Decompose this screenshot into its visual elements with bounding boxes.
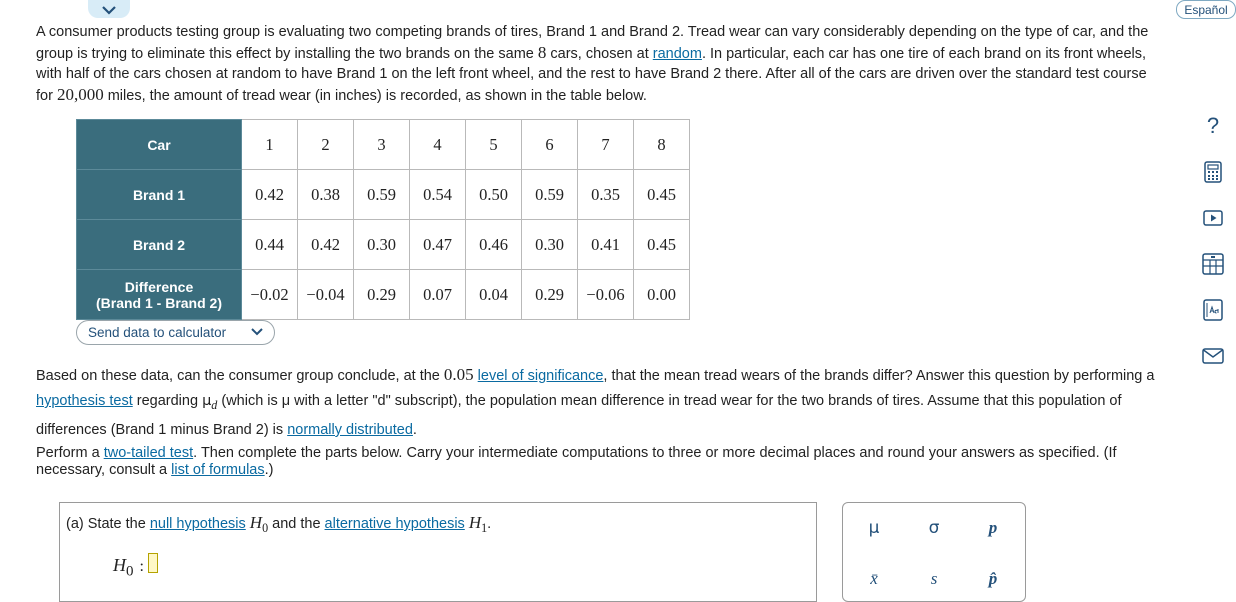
question-text-5: (which is μ with a letter "d" subscript), the population mean difference in tread wear for the two brands of tires. Assume that this population of differences (Brand 1 minus Brand 2) is xyxy=(36,393,1122,438)
h0-row xyxy=(113,553,158,581)
alternative-hypothesis-link[interactable]: alternative hypothesis xyxy=(324,516,465,532)
table-cell: 0.30 xyxy=(354,220,410,270)
h0-subscript: 0 xyxy=(262,520,269,535)
part-a-question xyxy=(66,513,491,536)
table-cell: 0.30 xyxy=(522,220,578,270)
table-cell: 0.29 xyxy=(354,270,410,320)
level-of-significance-link[interactable]: level of significance xyxy=(477,368,604,384)
table-row-brand1 xyxy=(77,170,690,220)
intro-text-3: . In particular, each car has one tire of each brand on its front wheels, with half of the cars chosen at random to have Brand 1 on the left front wheel, and the rest to have Brand 2 there. After all of the cars are driven over the standard test course for xyxy=(36,45,1147,104)
table-cell: 0.50 xyxy=(466,170,522,220)
question-text-1: Based on these data, can the consumer group conclude, at the xyxy=(36,368,444,384)
table-cell: 0.07 xyxy=(410,270,466,320)
question-text xyxy=(36,362,1156,443)
chevron-down-icon xyxy=(250,326,264,338)
h1-symbol: H xyxy=(468,513,482,532)
h0-label-subscript: 0 xyxy=(126,563,134,580)
table-cell: 0.41 xyxy=(578,220,634,270)
collapse-toggle[interactable] xyxy=(88,0,130,18)
table-cell: 5 xyxy=(466,120,522,170)
part-a-answer-box xyxy=(59,502,817,602)
table-cell: 0.47 xyxy=(410,220,466,270)
hypothesis-test-link[interactable]: hypothesis test xyxy=(36,393,133,409)
table-cell: 0.42 xyxy=(242,170,298,220)
symbol-palette xyxy=(842,502,1026,602)
palette-xbar-button[interactable]: x̄ xyxy=(870,569,878,588)
palette-sigma-button[interactable]: σ xyxy=(928,518,940,538)
random-link[interactable]: random xyxy=(652,45,702,62)
table-cell: 0.38 xyxy=(298,170,354,220)
question-text-6: . xyxy=(412,421,417,438)
mu-subscript: d xyxy=(211,397,218,412)
two-tailed-test-link[interactable]: two-tailed test xyxy=(103,445,194,461)
miles-value: 20,000 xyxy=(56,84,104,104)
table-cell: 3 xyxy=(354,120,410,170)
palette-mu-button[interactable]: μ xyxy=(868,518,880,538)
table-cell: 0.54 xyxy=(410,170,466,220)
null-hypothesis-link[interactable]: null hypothesis xyxy=(149,516,246,532)
glossary-icon[interactable] xyxy=(1198,295,1228,325)
instructions-text-1: Perform a xyxy=(36,445,104,461)
list-of-formulas-link[interactable]: list of formulas xyxy=(171,462,265,478)
table-cell: 0.45 xyxy=(634,170,690,220)
table-cell: 0.59 xyxy=(522,170,578,220)
cars-count: 8 xyxy=(537,42,547,62)
table-cell: 1 xyxy=(242,120,298,170)
table-cell: 2 xyxy=(298,120,354,170)
table-cell: 4 xyxy=(410,120,466,170)
table-cell: 0.04 xyxy=(466,270,522,320)
instructions-text-3: .) xyxy=(264,462,274,478)
language-button[interactable]: Español xyxy=(1176,0,1236,19)
problem-intro xyxy=(36,22,1156,106)
table-cell: −0.04 xyxy=(298,270,354,320)
difference-sublabel: (Brand 1 - Brand 2) xyxy=(95,294,222,311)
instructions-text xyxy=(36,445,1156,479)
h0-symbol: H xyxy=(249,513,263,532)
h0-colon: : xyxy=(139,558,144,575)
table-cell: 0.35 xyxy=(578,170,634,220)
table-row-brand2 xyxy=(77,220,690,270)
intro-text-1: A consumer products testing group is evaluating two competing brands of tires, Brand 1 and Brand 2. Tread wear can vary considerably depending on the type of car, and the group is trying to eliminate this effect by installing the two brands on the same xyxy=(36,24,1149,62)
table-cell: 6 xyxy=(522,120,578,170)
calculator-icon[interactable] xyxy=(1198,157,1228,187)
row-header-difference xyxy=(77,270,242,320)
send-data-to-calculator-button[interactable] xyxy=(76,320,275,345)
periodic-table-icon[interactable] xyxy=(1198,249,1228,279)
question-text-4: regarding xyxy=(132,393,203,409)
question-text-3: , that the mean tread wears of the brands differ? Answer this question by performing a xyxy=(603,368,1155,384)
part-a-text-3: . xyxy=(487,516,492,532)
table-cell: 0.45 xyxy=(634,220,690,270)
row-header-car: Car xyxy=(77,120,242,170)
mu-symbol: μ xyxy=(202,393,212,409)
chevron-down-icon xyxy=(100,4,118,16)
table-cell: 0.59 xyxy=(354,170,410,220)
periodic-table-icon xyxy=(1202,253,1224,275)
part-a-text-2: and the xyxy=(268,516,325,532)
normally-distributed-link[interactable]: normally distributed xyxy=(287,421,413,438)
palette-p-button[interactable]: p xyxy=(988,518,998,537)
instructions-text-2: . Then complete the parts below. Carry your intermediate computations to three or more decimal places and round your answers as specified. (If necessary, consult a xyxy=(36,445,1117,478)
h0-label: H xyxy=(113,555,126,575)
row-header-brand1: Brand 1 xyxy=(77,170,242,220)
tread-wear-table xyxy=(76,119,690,320)
table-cell: −0.06 xyxy=(578,270,634,320)
table-cell: −0.02 xyxy=(242,270,298,320)
palette-s-button[interactable]: s xyxy=(930,569,938,588)
table-cell: 0.29 xyxy=(522,270,578,320)
intro-text-2: cars, chosen at xyxy=(546,45,653,62)
video-icon xyxy=(1203,210,1223,226)
help-icon[interactable]: ? xyxy=(1206,113,1220,138)
table-cell: 0.44 xyxy=(242,220,298,270)
glossary-icon xyxy=(1203,299,1223,321)
mail-icon[interactable] xyxy=(1198,341,1228,371)
h1-subscript: 1 xyxy=(481,520,488,535)
row-header-brand2: Brand 2 xyxy=(77,220,242,270)
send-button-label: Send data to calculator xyxy=(88,325,227,340)
table-row-difference xyxy=(77,270,690,320)
table-cell: 0.42 xyxy=(298,220,354,270)
intro-text-4: miles, the amount of tread wear (in inches) is recorded, as shown in the table below. xyxy=(103,87,647,104)
table-row-car xyxy=(77,120,690,170)
h0-input[interactable] xyxy=(148,553,158,573)
mail-icon xyxy=(1202,348,1224,364)
calculator-icon xyxy=(1203,161,1223,183)
video-icon[interactable] xyxy=(1198,203,1228,233)
table-cell: 0.00 xyxy=(634,270,690,320)
difference-label: Difference xyxy=(124,278,194,295)
alpha-value: 0.05 xyxy=(443,365,474,384)
part-a-text-1: (a) State the xyxy=(66,516,150,532)
table-cell: 0.46 xyxy=(466,220,522,270)
palette-phat-button[interactable]: p̂ xyxy=(988,569,998,588)
table-cell: 8 xyxy=(634,120,690,170)
table-cell: 7 xyxy=(578,120,634,170)
